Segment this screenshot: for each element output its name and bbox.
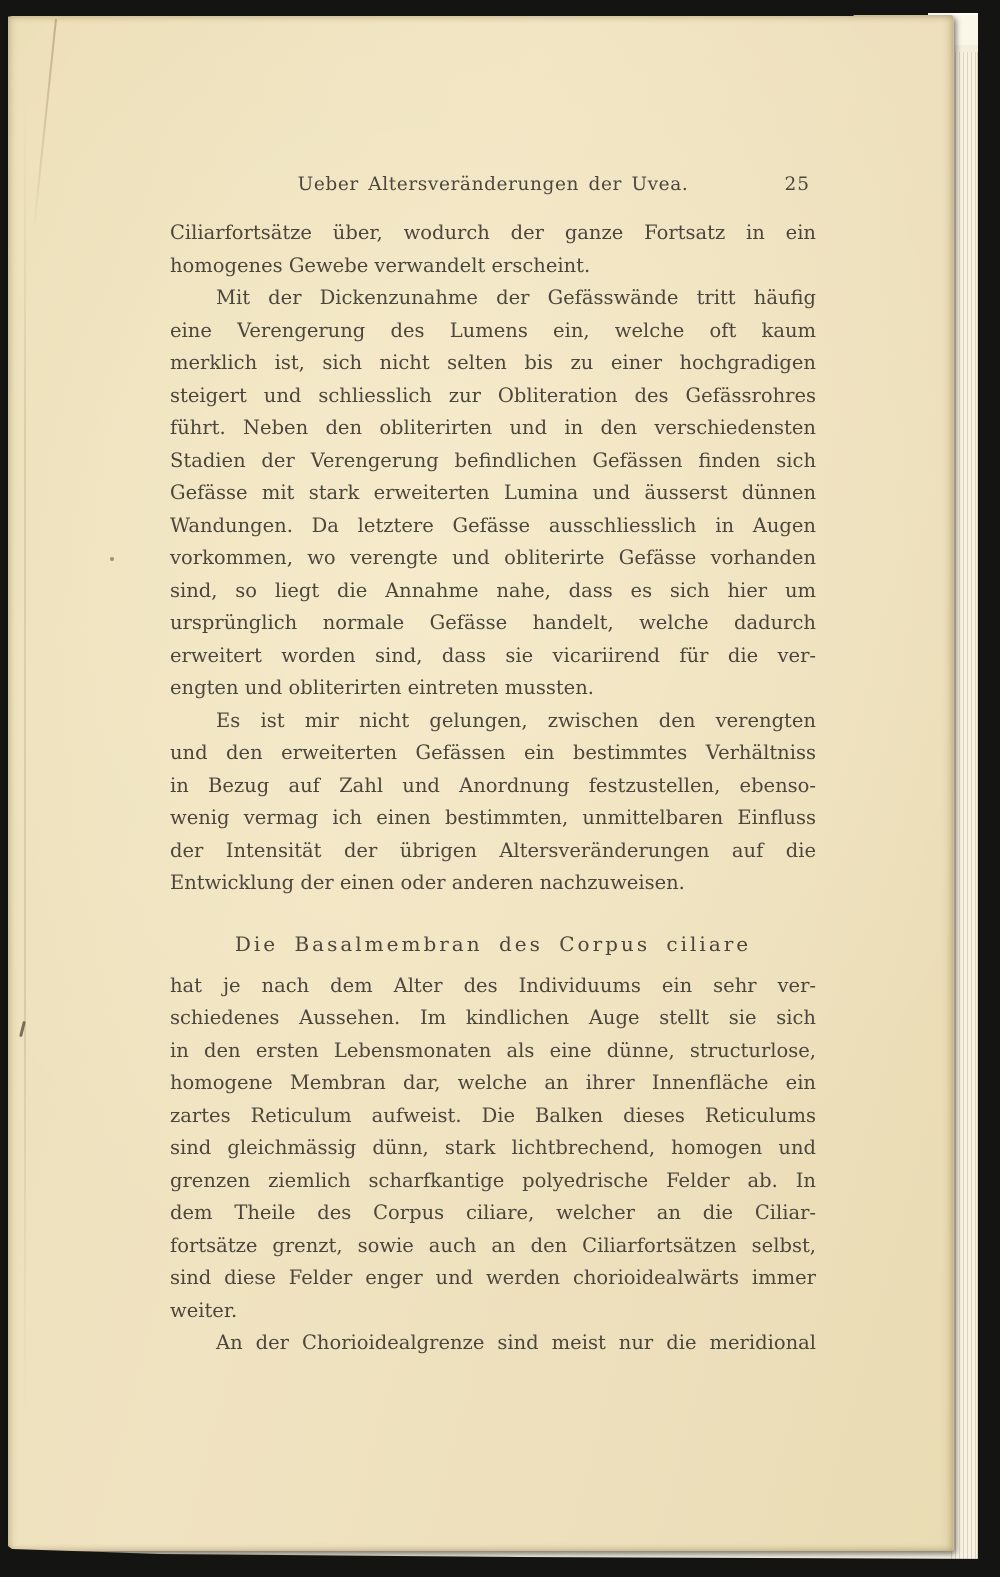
text-line: schiedenes Aussehen. Im kindlichen Auge stellt sie sich	[170, 1006, 816, 1029]
text-line: sind gleichmässig dünn, stark lichtbrechend, homogen und	[170, 1136, 816, 1159]
text-line: Stadien der Verengerung befindlichen Gefässen finden sich	[170, 448, 816, 472]
text-line: Gefässe mit stark erweiterten Lumina und äusserst dünnen	[170, 481, 816, 504]
text-line: zartes Reticulum aufweist. Die Balken dieses Reticulums	[170, 1103, 816, 1127]
text-line: steigert und schliesslich zur Obliteration des Gefässrohres	[170, 383, 816, 407]
paragraph	[170, 705, 816, 900]
text-line: eine Verengerung des Lumens ein, welche oft kaum	[170, 318, 816, 342]
text-line: An der Chorioidealgrenze sind meist nur die meridional	[216, 1331, 816, 1354]
paper-crease	[24, 95, 26, 1415]
text-line: ursprünglich normale Gefässe handelt, welche dadurch	[170, 611, 816, 634]
running-header	[170, 171, 816, 199]
text-line: Entwicklung der einen oder anderen nachzuweisen.	[170, 871, 685, 894]
text-line: führt. Neben den obliterirten und in den verschiedensten	[170, 416, 816, 439]
paragraph	[170, 217, 816, 282]
paragraph	[170, 970, 816, 1328]
text-line: sind, so liegt die Annahme nahe, dass es sich hier um	[170, 578, 816, 602]
header-title: Ueber Altersveränderungen der Uvea.	[297, 174, 689, 195]
text-line: dem Theile des Corpus ciliare, welcher an die Ciliar-	[170, 1201, 816, 1224]
ink-speck	[110, 557, 114, 561]
text-line: Es ist mir nicht gelungen, zwischen den verengten	[216, 708, 816, 732]
text-line: fortsätze grenzt, sowie auch an den Ciliarfortsätzen selbst,	[170, 1233, 816, 1257]
paragraph	[170, 1327, 816, 1360]
text-line: sind diese Felder enger und werden chorioidealwärts immer	[170, 1266, 816, 1289]
text-line: hat je nach dem Alter des Individuums ein sehr ver-	[170, 973, 816, 997]
text-line: in Bezug auf Zahl und Anordnung festzustellen, ebenso-	[170, 773, 816, 797]
book-page	[8, 15, 954, 1551]
text-line: Ciliarfortsätze über, wodurch der ganze Fortsatz in ein	[170, 221, 816, 244]
text-line: Wandungen. Da letztere Gefässe ausschliesslich in Augen	[170, 513, 816, 537]
text-line: Mit der Dickenzunahme der Gefässwände tritt häufig	[216, 286, 816, 309]
text-line: merklich ist, sich nicht selten bis zu einer hochgradigen	[170, 351, 816, 374]
text-line: erweitert worden sind, dass sie vicariirend für die ver-	[170, 643, 816, 667]
text-line: in den ersten Lebensmonaten als eine dünne, structurlose,	[170, 1038, 816, 1062]
page-number: 25	[784, 174, 810, 195]
text-line: weiter.	[170, 1298, 238, 1322]
text-line: homogene Membran dar, welche an ihrer Innenfläche ein	[170, 1071, 816, 1094]
text-line: engten und obliterirten eintreten mussten.	[170, 676, 594, 699]
text-line: der Intensität der übrigen Altersveränderungen auf die	[170, 838, 816, 862]
text-line: grenzen ziemlich scharfkantige polyedrische Felder ab. In	[170, 1168, 816, 1192]
section-heading: Die Basalmembran des Corpus ciliare	[234, 931, 752, 956]
text-line: und den erweiterten Gefässen ein bestimmtes Verhältniss	[170, 741, 816, 764]
text-flow	[170, 217, 816, 1360]
text-line: homogenes Gewebe verwandelt erscheint.	[170, 253, 591, 277]
paragraph	[170, 282, 816, 705]
paper-crease	[34, 19, 57, 223]
text-line: vorkommen, wo verengte und obliterirte Gefässe vorhanden	[170, 546, 816, 569]
text-line: wenig vermag ich einen bestimmten, unmittelbaren Einfluss	[170, 806, 816, 829]
